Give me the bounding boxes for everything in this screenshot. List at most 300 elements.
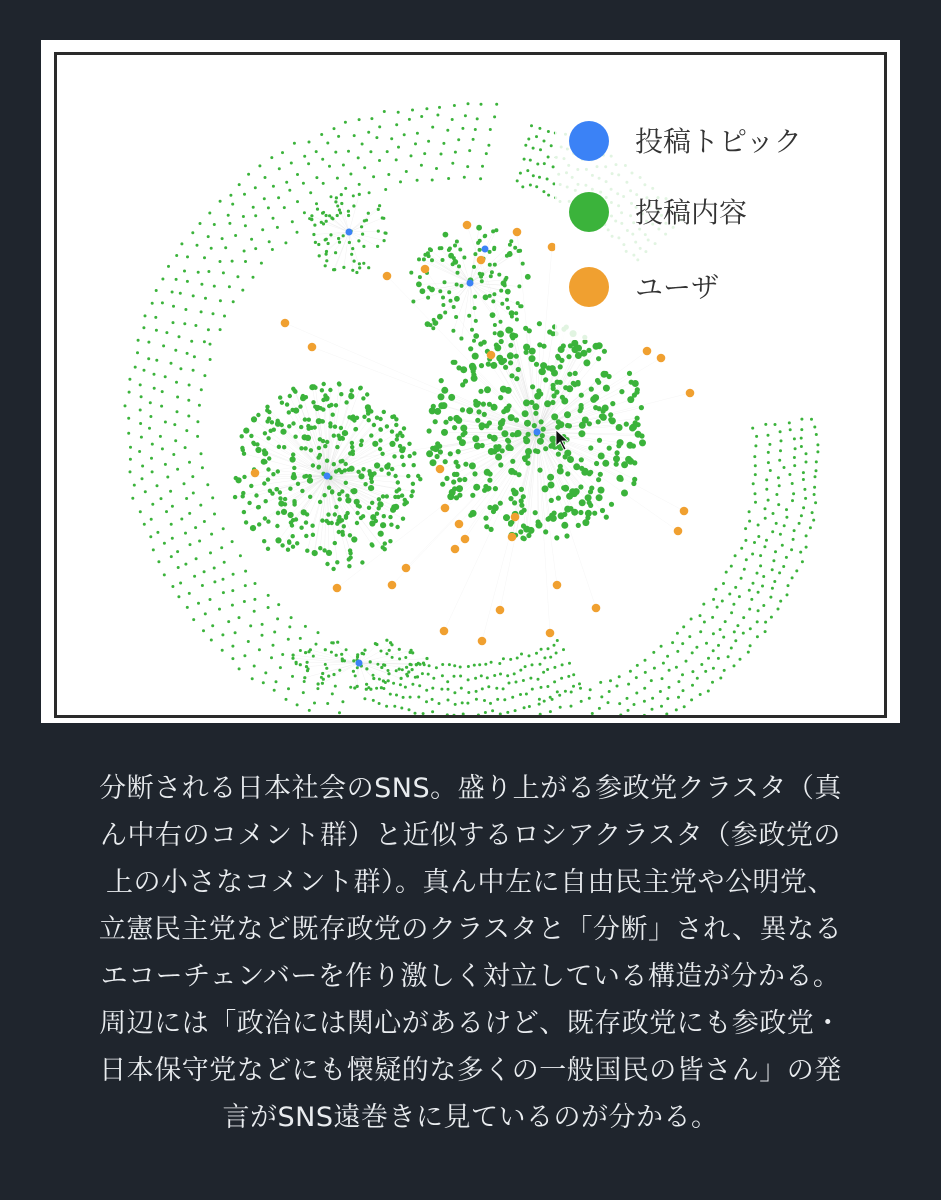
- content-node: [540, 362, 547, 369]
- content-node: [149, 535, 152, 538]
- content-node: [368, 485, 374, 491]
- content-node: [378, 159, 381, 162]
- content-node: [383, 239, 386, 242]
- content-node: [425, 107, 428, 110]
- content-node: [774, 550, 777, 553]
- content-node: [367, 418, 371, 422]
- content-node: [386, 150, 389, 153]
- content-node: [481, 165, 484, 168]
- content-node: [324, 264, 327, 267]
- content-node: [317, 465, 321, 469]
- content-node: [151, 443, 154, 446]
- content-node: [327, 675, 330, 678]
- content-node: [241, 289, 244, 292]
- content-node: [608, 417, 613, 422]
- content-node: [227, 214, 230, 217]
- content-node: [779, 430, 782, 433]
- content-node: [354, 674, 357, 677]
- content-node: [273, 631, 276, 634]
- edge: [322, 663, 359, 683]
- content-node: [554, 535, 559, 540]
- content-node: [600, 508, 605, 513]
- content-node: [785, 516, 788, 519]
- content-node: [543, 700, 546, 703]
- content-node: [176, 396, 179, 399]
- content-node: [537, 468, 542, 473]
- content-node: [511, 696, 514, 699]
- content-node: [754, 473, 757, 476]
- content-node: [779, 449, 782, 452]
- content-node: [589, 688, 592, 691]
- content-node: [175, 381, 178, 384]
- content-node: [207, 235, 210, 238]
- content-node: [778, 484, 781, 487]
- content-node: [207, 270, 210, 273]
- content-node: [800, 445, 803, 448]
- content-node: [764, 507, 767, 510]
- content-node: [552, 165, 555, 168]
- content-node: [463, 379, 468, 384]
- content-node: [325, 459, 329, 463]
- content-node: [527, 138, 530, 141]
- content-node: [813, 493, 816, 496]
- content-node: [175, 278, 178, 281]
- content-node: [487, 434, 492, 439]
- content-node: [334, 403, 338, 407]
- content-node: [496, 698, 499, 701]
- content-node: [385, 705, 388, 708]
- content-node: [516, 367, 521, 372]
- content-node: [325, 214, 328, 217]
- content-node: [184, 563, 187, 566]
- content-node: [190, 340, 193, 343]
- content-node: [761, 585, 764, 588]
- content-node: [239, 554, 242, 557]
- content-node: [313, 702, 316, 705]
- content-node: [771, 568, 774, 571]
- content-node: [608, 690, 611, 693]
- content-node: [197, 602, 200, 605]
- content-node: [321, 419, 325, 423]
- content-node: [423, 663, 426, 666]
- content-node: [348, 241, 351, 244]
- user-node: [461, 535, 470, 544]
- content-node: [769, 596, 772, 599]
- content-node: [312, 550, 316, 554]
- content-node: [724, 620, 727, 623]
- content-node: [540, 433, 545, 438]
- content-node: [644, 671, 647, 674]
- user-node: [436, 465, 445, 474]
- content-node: [254, 493, 258, 497]
- content-node: [291, 657, 294, 660]
- content-node: [433, 419, 438, 424]
- edge: [333, 643, 359, 663]
- content-node: [498, 395, 503, 400]
- content-node: [487, 478, 492, 483]
- content-node: [198, 404, 201, 407]
- content-node: [677, 680, 680, 683]
- content-node: [171, 291, 174, 294]
- content-node: [572, 685, 575, 688]
- content-node: [344, 481, 348, 485]
- content-node: [793, 437, 796, 440]
- content-node: [561, 522, 568, 529]
- content-node: [394, 417, 398, 421]
- content-node: [400, 707, 403, 710]
- content-node: [293, 142, 296, 145]
- content-node: [140, 436, 143, 439]
- legend-blue-circle-icon: [569, 121, 609, 161]
- content-node: [369, 520, 375, 526]
- content-node: [295, 541, 299, 545]
- content-node: [495, 454, 502, 461]
- content-node: [503, 698, 506, 701]
- content-node: [149, 401, 152, 404]
- content-node: [180, 242, 183, 245]
- content-node: [756, 620, 759, 623]
- content-node: [793, 464, 796, 467]
- content-node: [460, 366, 467, 373]
- content-node: [291, 421, 295, 425]
- content-node: [542, 671, 545, 674]
- content-node: [588, 445, 593, 450]
- content-node: [579, 466, 584, 471]
- content-node: [299, 663, 302, 666]
- content-node: [446, 129, 449, 132]
- content-node: [601, 409, 606, 414]
- content-node: [180, 518, 183, 521]
- content-node: [493, 331, 497, 335]
- content-node: [565, 423, 570, 428]
- content-node: [438, 402, 445, 409]
- content-node: [549, 498, 554, 503]
- content-node: [786, 593, 789, 596]
- content-node: [193, 575, 196, 578]
- content-node: [361, 467, 365, 471]
- content-node: [779, 600, 782, 603]
- content-node: [395, 437, 399, 441]
- content-node: [462, 477, 467, 482]
- content-node: [556, 639, 559, 642]
- content-node: [810, 418, 813, 421]
- content-node: [143, 369, 146, 372]
- content-node: [327, 242, 330, 245]
- content-node: [700, 663, 703, 666]
- content-node: [539, 368, 546, 375]
- content-node: [124, 404, 127, 407]
- content-node: [476, 409, 481, 414]
- content-node: [483, 234, 487, 238]
- content-node: [399, 180, 402, 183]
- content-node: [509, 239, 513, 243]
- figure-frame: [41, 40, 900, 723]
- content-node: [191, 475, 194, 478]
- content-node: [370, 480, 374, 484]
- content-node: [555, 652, 558, 655]
- content-node: [448, 394, 455, 401]
- content-node: [535, 449, 540, 454]
- content-node: [762, 604, 765, 607]
- content-node: [739, 658, 742, 661]
- content-node: [772, 512, 775, 515]
- content-node: [586, 348, 591, 353]
- content-node: [257, 505, 261, 509]
- content-node: [280, 543, 284, 547]
- content-node: [332, 462, 336, 466]
- content-node: [306, 661, 309, 664]
- content-node: [474, 677, 477, 680]
- content-node: [447, 248, 451, 252]
- content-node: [353, 134, 356, 137]
- content-node: [547, 194, 550, 197]
- content-node: [360, 225, 363, 228]
- content-node: [232, 573, 235, 576]
- content-node: [531, 663, 534, 666]
- content-node: [361, 143, 364, 146]
- content-node: [602, 460, 609, 467]
- content-node: [454, 703, 457, 706]
- content-node: [683, 705, 686, 708]
- content-node: [236, 275, 239, 278]
- content-node: [802, 478, 805, 481]
- content-node: [340, 653, 343, 656]
- content-node: [579, 687, 582, 690]
- content-node: [242, 510, 246, 514]
- content-node: [302, 691, 305, 694]
- content-node: [733, 664, 736, 667]
- content-node: [573, 463, 580, 470]
- content-node: [550, 331, 555, 336]
- content-node: [283, 206, 286, 209]
- content-node: [547, 647, 550, 650]
- content-node: [539, 713, 542, 715]
- content-node: [234, 234, 237, 237]
- content-node: [390, 415, 394, 419]
- content-node: [635, 431, 642, 438]
- content-node: [367, 469, 371, 473]
- content-node: [309, 191, 312, 194]
- content-node: [387, 173, 390, 176]
- content-node: [515, 430, 522, 437]
- content-node: [460, 687, 463, 690]
- content-node: [497, 273, 501, 277]
- content-node: [327, 486, 331, 490]
- content-node: [291, 474, 297, 480]
- content-node: [231, 645, 234, 648]
- content-node: [579, 457, 584, 462]
- content-node: [155, 359, 158, 362]
- content-node: [330, 195, 333, 198]
- content-node: [188, 592, 191, 595]
- content-node: [524, 665, 527, 668]
- content-node: [480, 674, 483, 677]
- content-node: [151, 503, 154, 506]
- content-node: [326, 512, 330, 516]
- content-node: [516, 657, 519, 660]
- content-node: [316, 455, 320, 459]
- content-node: [681, 673, 684, 676]
- content-node: [546, 668, 549, 671]
- content-node: [264, 671, 267, 674]
- content-node: [420, 288, 426, 294]
- content-node: [711, 681, 714, 684]
- content-node: [199, 222, 202, 225]
- content-node: [299, 425, 303, 429]
- content-node: [264, 176, 267, 179]
- content-node: [354, 499, 360, 505]
- content-node: [418, 275, 422, 279]
- content-node: [138, 450, 141, 453]
- content-node: [764, 621, 767, 624]
- content-node: [200, 283, 203, 286]
- content-node: [316, 208, 319, 211]
- content-node: [598, 487, 605, 494]
- content-node: [549, 656, 552, 659]
- content-node: [521, 262, 525, 266]
- content-node: [459, 666, 462, 669]
- edge: [307, 663, 360, 667]
- content-node: [510, 432, 515, 437]
- content-node: [179, 367, 182, 370]
- content-node: [342, 266, 345, 269]
- content-node: [524, 420, 531, 427]
- content-node: [600, 695, 603, 698]
- network-figure: [54, 52, 887, 718]
- content-node: [437, 444, 442, 449]
- content-node: [416, 132, 419, 135]
- content-node: [271, 248, 274, 251]
- content-node: [769, 469, 772, 472]
- content-node: [164, 421, 167, 424]
- content-node: [814, 475, 817, 478]
- content-node: [462, 713, 465, 716]
- content-node: [593, 343, 600, 350]
- content-node: [370, 543, 374, 547]
- content-node: [534, 362, 539, 367]
- content-node: [493, 323, 497, 327]
- content-node: [341, 659, 344, 662]
- content-node: [499, 289, 503, 293]
- content-node: [312, 655, 315, 658]
- content-node: [333, 425, 337, 429]
- content-node: [304, 534, 308, 538]
- content-node: [466, 165, 469, 168]
- content-node: [508, 682, 511, 685]
- content-node: [278, 501, 284, 507]
- content-node: [486, 362, 491, 367]
- content-node: [491, 404, 498, 411]
- content-node: [756, 635, 759, 638]
- content-node: [792, 492, 795, 495]
- content-node: [529, 184, 532, 187]
- content-node: [627, 442, 634, 449]
- content-node: [505, 298, 509, 302]
- content-node: [395, 525, 399, 529]
- content-node: [402, 426, 406, 430]
- content-node: [711, 616, 714, 619]
- content-node: [463, 462, 468, 467]
- content-node: [517, 249, 521, 253]
- content-node: [153, 387, 156, 390]
- content-node: [730, 565, 733, 568]
- content-node: [399, 683, 402, 686]
- content-node: [798, 522, 801, 525]
- content-node: [441, 429, 448, 436]
- content-node: [251, 677, 254, 680]
- content-node: [185, 429, 188, 432]
- content-node: [330, 651, 333, 654]
- content-node: [393, 474, 397, 478]
- content-node: [515, 681, 518, 684]
- content-node: [223, 315, 226, 318]
- content-node: [171, 505, 174, 508]
- content-node: [324, 238, 327, 241]
- content-node: [501, 409, 506, 414]
- content-node: [453, 714, 456, 715]
- content-node: [422, 257, 426, 261]
- content-node: [267, 206, 270, 209]
- content-node: [460, 284, 464, 288]
- content-node: [337, 515, 341, 519]
- content-node: [550, 515, 557, 522]
- content-node: [551, 698, 554, 701]
- content-node: [330, 216, 333, 219]
- content-node: [405, 666, 408, 669]
- content-node: [478, 248, 482, 252]
- content-node: [682, 625, 685, 628]
- content-node: [473, 333, 479, 339]
- content-node: [539, 663, 542, 666]
- content-node: [815, 460, 818, 463]
- content-node: [347, 210, 350, 213]
- content-node: [304, 520, 308, 524]
- content-node: [508, 520, 513, 525]
- content-node: [457, 264, 461, 268]
- content-node: [301, 394, 305, 398]
- content-node: [292, 388, 296, 392]
- content-node: [788, 473, 791, 476]
- content-node: [243, 193, 246, 196]
- content-node: [591, 712, 594, 715]
- content-node: [147, 357, 150, 360]
- content-node: [287, 687, 290, 690]
- content-node: [351, 269, 354, 272]
- user-node: [674, 527, 683, 536]
- content-node: [251, 416, 257, 422]
- content-node: [463, 176, 466, 179]
- content-node: [754, 464, 757, 467]
- content-node: [508, 496, 513, 501]
- content-node: [344, 187, 347, 190]
- content-node: [616, 424, 623, 431]
- content-node: [564, 411, 571, 418]
- content-node: [199, 504, 202, 507]
- content-node: [480, 279, 484, 283]
- legend-label-user: ユーザ: [635, 271, 720, 304]
- content-node: [143, 523, 146, 526]
- content-node: [288, 512, 294, 518]
- content-node: [337, 237, 340, 240]
- content-node: [192, 294, 195, 297]
- content-node: [351, 247, 354, 250]
- content-node: [370, 514, 376, 520]
- content-node: [454, 460, 459, 465]
- content-node: [772, 559, 775, 562]
- content-node: [395, 694, 398, 697]
- content-node: [571, 509, 578, 516]
- content-node: [775, 522, 778, 525]
